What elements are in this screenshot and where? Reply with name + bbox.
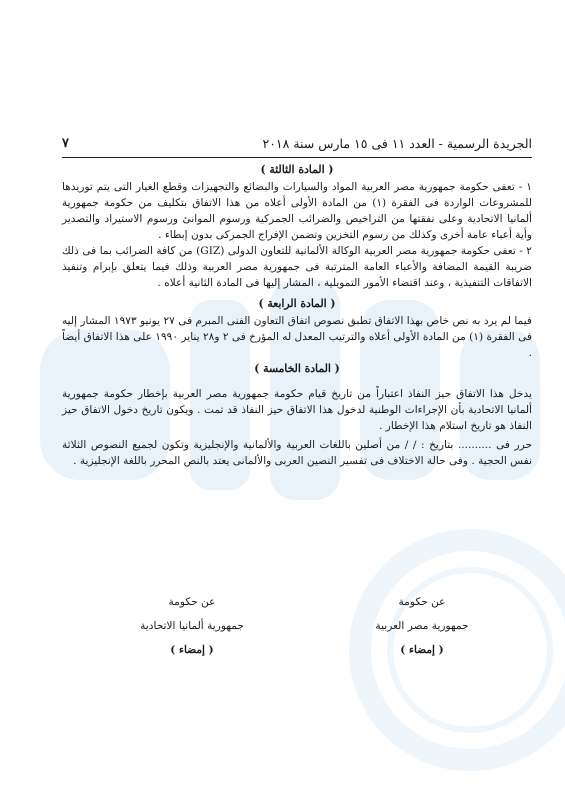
article-5-heading: ( المادة الخامسة ) (254, 362, 340, 375)
signature-germany-label: ( إمضاء ) (170, 644, 214, 656)
header-rule (62, 157, 532, 158)
article-5-paragraph-2: حرر فى .......... بتاريخ : / / من أصلين باللغات العربية والألمانية والإنجليزية وتكون لجميع النصوص الثلاثة نفس الحجية . وفى حالة الاختلاف فى تفسير النصين العربى والألمانى يعتد بالنص المحرر باللغة الإنجليزية . (62, 439, 532, 467)
article-4-heading: ( المادة الرابعة ) (258, 297, 336, 310)
article-4-paragraph: فيما لم يرد به نص خاص بهذا الاتفاق تطبق نصوص اتفاق التعاون الفنى المبرم فى ٢٧ يونيو ١٩٧٣ المشار إليه فى الفقرة (١) من المادة الأولى أعلاه والترتيب المعدل له المؤرخ فى ٢ و٢٨ يناير ١٩٩٠ على هذا الاتفاق أيضاً . (62, 315, 533, 359)
signature-germany-line1: عن حكومة (168, 596, 216, 608)
signature-germany-line2: جمهورية ألمانيا الاتحادية (140, 620, 244, 632)
article-3-paragraph-2: ٢ - تعفى حكومة جمهورية مصر العربية الوكالة الألمانية للتعاون الدولى (GIZ) من كافة الضرائب بما فى ذلك ضريبة القيمة المضافة والأعباء العامة المترتبة فى جمهورية مصر العربية وذلك فيما يتعلق بإبرام وتنفيذ الاتفاقات التنفيذية ، وعند اقتضاء الأمور التمويلية ، المشار إليها فى المادة الثانية أعلاه . (62, 245, 532, 289)
document-body (62, 160, 532, 469)
article-5-paragraph-1: يدخل هذا الاتفاق حيز النفاذ اعتباراً من تاريخ قيام حكومة جمهورية مصر العربية بإخطار حكومة جمهورية ألمانيا الاتحادية بأن الإجراءات الوطنية لدخول هذا الاتفاق حيز النفاذ قد تمت . ويكون تاريخ دخول الاتفاق حيز النفاذ هو تاريخ استلام هذا الإخطار . (62, 388, 532, 432)
article-3-paragraph-1: ١ - تعفى حكومة جمهورية مصر العربية المواد والسيارات والبضائع والتجهيزات وقطع الغيار التى يتم توريدها للمشروعات الواردة فى الفقرة (١) من المادة الأولى أعلاه من هذا الاتفاق بتكليف من حكومة جمهورية ألمانيا الاتحادية وعلى نفقتها من التراخيص والضرائب الجمركية ورسوم الموانئ ورسوم الاستيراد والتصدير وأية أعباء عامة أخرى وكذلك من رسوم التخزين وتضمن الإفراج الجمركى بدون إبطاء . (62, 181, 532, 241)
signature-egypt-line1: عن حكومة (398, 596, 446, 608)
signature-egypt-label: ( إمضاء ) (400, 644, 444, 656)
page-number: ٧ (62, 136, 69, 151)
article-3-heading: ( المادة الثالثة ) (260, 163, 334, 176)
header-title: الجريدة الرسمية - العدد ١١ فى ١٥ مارس سنة ٢٠١٨ (262, 136, 532, 151)
signature-block (62, 594, 532, 674)
page-header (62, 136, 532, 154)
signature-egypt (342, 594, 502, 666)
signature-egypt-line2: جمهورية مصر العربية (375, 620, 469, 632)
signature-germany (112, 594, 272, 666)
